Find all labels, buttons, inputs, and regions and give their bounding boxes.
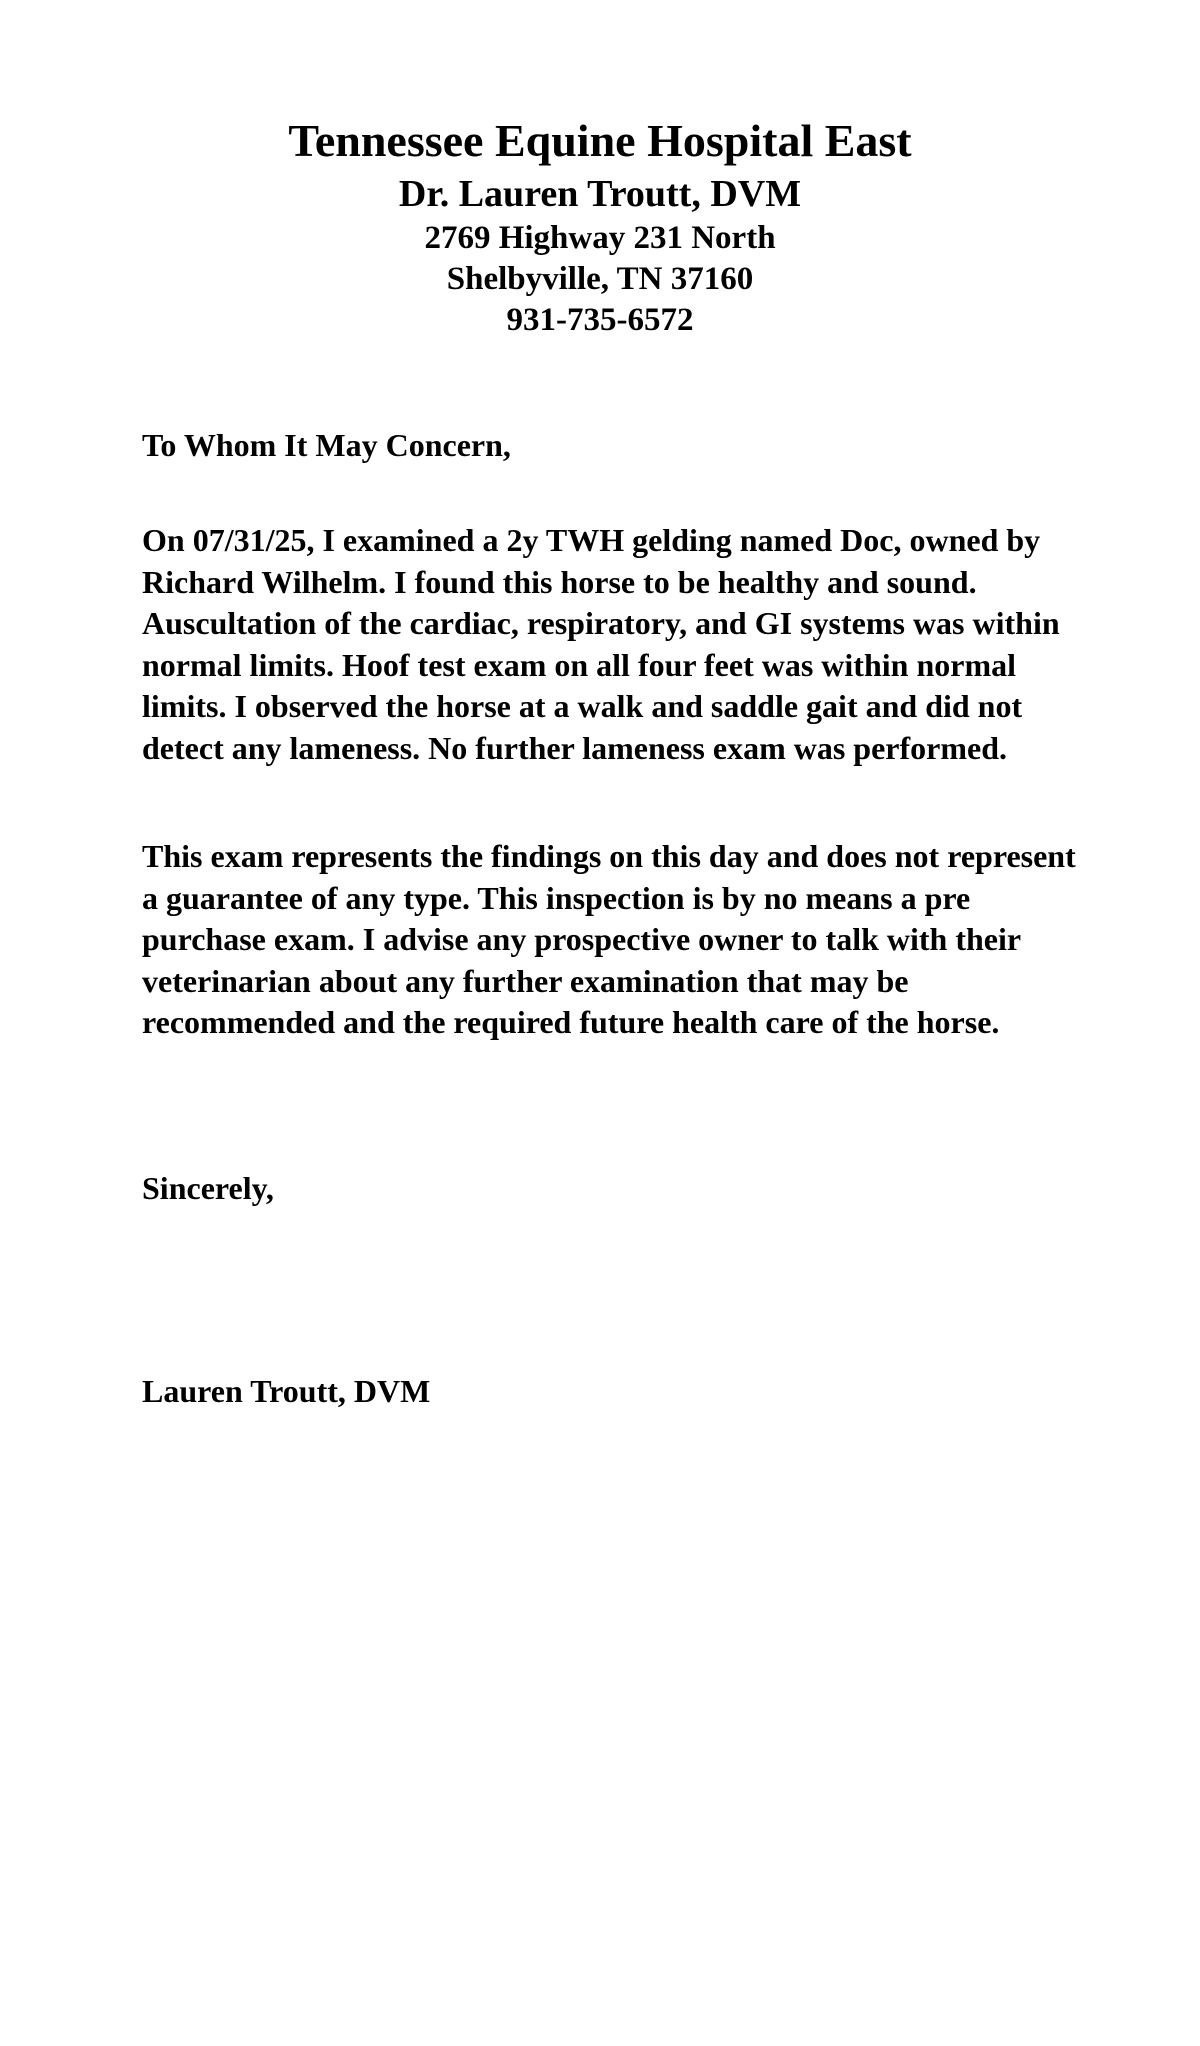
salutation: To Whom It May Concern, bbox=[142, 427, 511, 463]
doctor-name: Dr. Lauren Troutt, DVM bbox=[398, 173, 802, 215]
body-paragraph-disclaimer: This exam represents the findings on this day and does not represent a guarantee of any type. This inspection is by no means a pre purchase exam. I advise any prospective owner to talk with their veterinarian about any further examination that may be recommended and the required future health care of the horse. bbox=[142, 838, 1076, 1040]
phone-number: 931-735-6572 bbox=[506, 302, 694, 338]
signature: Lauren Troutt, DVM bbox=[142, 1373, 431, 1409]
organization-name: Tennessee Equine Hospital East bbox=[288, 115, 912, 166]
address-line-2: Shelbyville, TN 37160 bbox=[446, 261, 754, 297]
body-paragraph-findings: On 07/31/25, I examined a 2y TWH gelding named Doc, owned by Richard Wilhelm. I found this horse to be healthy and sound. Auscultation of the cardiac, respiratory, and GI systems was within normal limits. Hoof test exam on all four feet was within normal limits. I observed the horse at a walk and saddle gait and did not detect any lameness. No further lameness exam was performed. bbox=[142, 522, 1060, 766]
letterhead bbox=[0, 112, 1200, 341]
address-line-1: 2769 Highway 231 North bbox=[424, 220, 776, 256]
closing: Sincerely, bbox=[142, 1170, 274, 1206]
